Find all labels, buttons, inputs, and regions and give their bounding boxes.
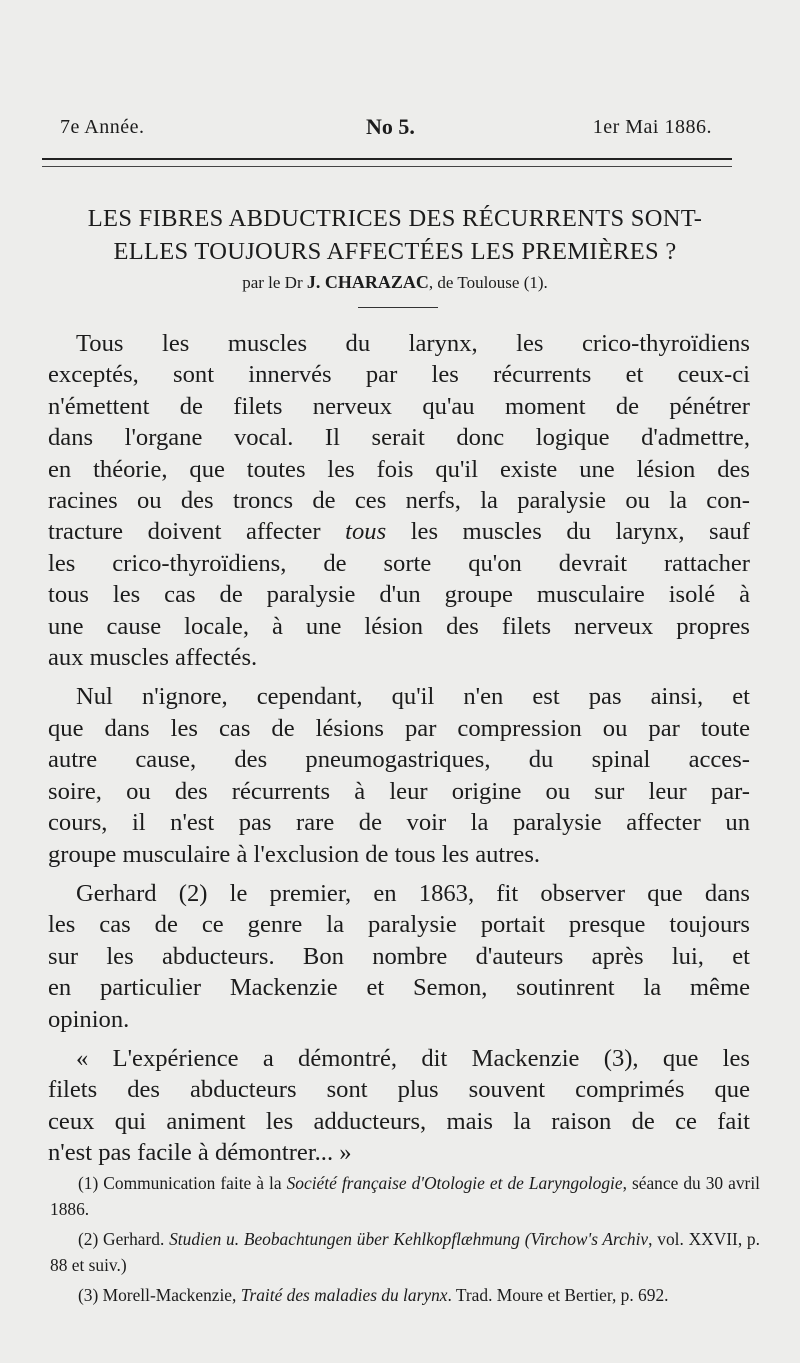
text-line: opinion. (48, 1005, 130, 1033)
header-rule-thin (42, 166, 732, 167)
header-rule-thick (42, 158, 732, 160)
text-line: tous les cas de paralysie d'un groupe musculaire isolé à (48, 581, 750, 609)
byline (30, 272, 760, 293)
paragraph (48, 681, 750, 869)
text-line: les crico-thyroïdiens, de sorte qu'on devrait rattacher (48, 549, 750, 577)
byline-rule (358, 307, 438, 308)
text-line: dans l'organe vocal. Il serait donc logique d'admettre, (48, 424, 750, 452)
volume-year: 7e Année. (60, 116, 145, 138)
byline-suffix: , de Toulouse (1). (428, 273, 548, 292)
text-line: autre cause, des pneumogastriques, du spinal acces- (48, 746, 750, 774)
text-line: n'est pas facile à démontrer... » (48, 1139, 352, 1167)
text-line: exceptés, sont innervés par les récurrents et ceux-ci (48, 361, 750, 389)
text-line: tracture doivent affecter tous les muscles du larynx, sauf (48, 518, 750, 546)
text-line: groupe musculaire à l'exclusion de tous les autres. (48, 840, 541, 868)
text-line: soire, ou des récurrents à leur origine ou sur leur par- (48, 777, 750, 805)
text-line: racines ou des troncs de ces nerfs, la paralysie ou la con- (48, 487, 750, 515)
text-line: ceux qui animent les adducteurs, mais la raison de ce fait (48, 1107, 750, 1135)
text-line: Tous les muscles du larynx, les crico-thyroïdiens (76, 330, 750, 357)
author-name: J. CHARAZAC (306, 272, 429, 292)
text-line: que dans les cas de lésions par compression ou par toute (48, 714, 750, 742)
text-line: Gerhard (2) le premier, en 1863, fit observer que dans (76, 879, 750, 907)
paragraph (48, 1043, 750, 1169)
byline-prefix: par le Dr (242, 273, 303, 292)
text-line: Nul n'ignore, cependant, qu'il n'en est pas ainsi, et (76, 683, 750, 711)
title-line: LES FIBRES ABDUCTRICES DES RÉCURRENTS SONT- (87, 205, 703, 232)
paragraph (48, 328, 750, 673)
page-header (60, 116, 712, 146)
footnotes (50, 1170, 760, 1308)
text-line: en théorie, que toutes les fois qu'il existe une lésion des (48, 455, 750, 483)
text-line: une cause locale, à une lésion des filets nerveux propres (48, 612, 750, 640)
footnote: (2) Gerhard. Studien u. Beobachtungen über Kehlkopflæhmung (Virchow's Archiv, vol. XXVII, p. 88 et suiv.) (50, 1229, 760, 1275)
footnote: (3) Morell-Mackenzie, Traité des maladies du larynx. Trad. Moure et Bertier, p. 692. (78, 1285, 669, 1305)
text-line: n'émettent de filets nerveux qu'au moment de pénétrer (48, 392, 750, 420)
text-line: filets des abducteurs sont plus souvent comprimés que (48, 1076, 750, 1104)
article-title (30, 202, 760, 268)
issue-number: No 5. (366, 114, 415, 139)
text-line: cours, il n'est pas rare de voir la paralysie affecter un (48, 809, 750, 837)
issue-date: 1er Mai 1886. (592, 116, 712, 138)
text-line: les cas de ce genre la paralysie portait presque toujours (48, 911, 750, 939)
text-line: en particulier Mackenzie et Semon, soutinrent la même (48, 974, 750, 1002)
title-line: ELLES TOUJOURS AFFECTÉES LES PREMIÈRES ? (113, 238, 677, 265)
text-line: aux muscles affectés. (48, 644, 258, 672)
paragraph (48, 878, 750, 1035)
text-line: sur les abducteurs. Bon nombre d'auteurs après lui, et (48, 942, 750, 970)
article-body (48, 328, 750, 1169)
footnote: (1) Communication faite à la Société française d'Otologie et de Laryngologie, séance du 30 avril 1886. (50, 1173, 761, 1219)
text-line: « L'expérience a démontré, dit Mackenzie (3), que les (76, 1044, 750, 1072)
